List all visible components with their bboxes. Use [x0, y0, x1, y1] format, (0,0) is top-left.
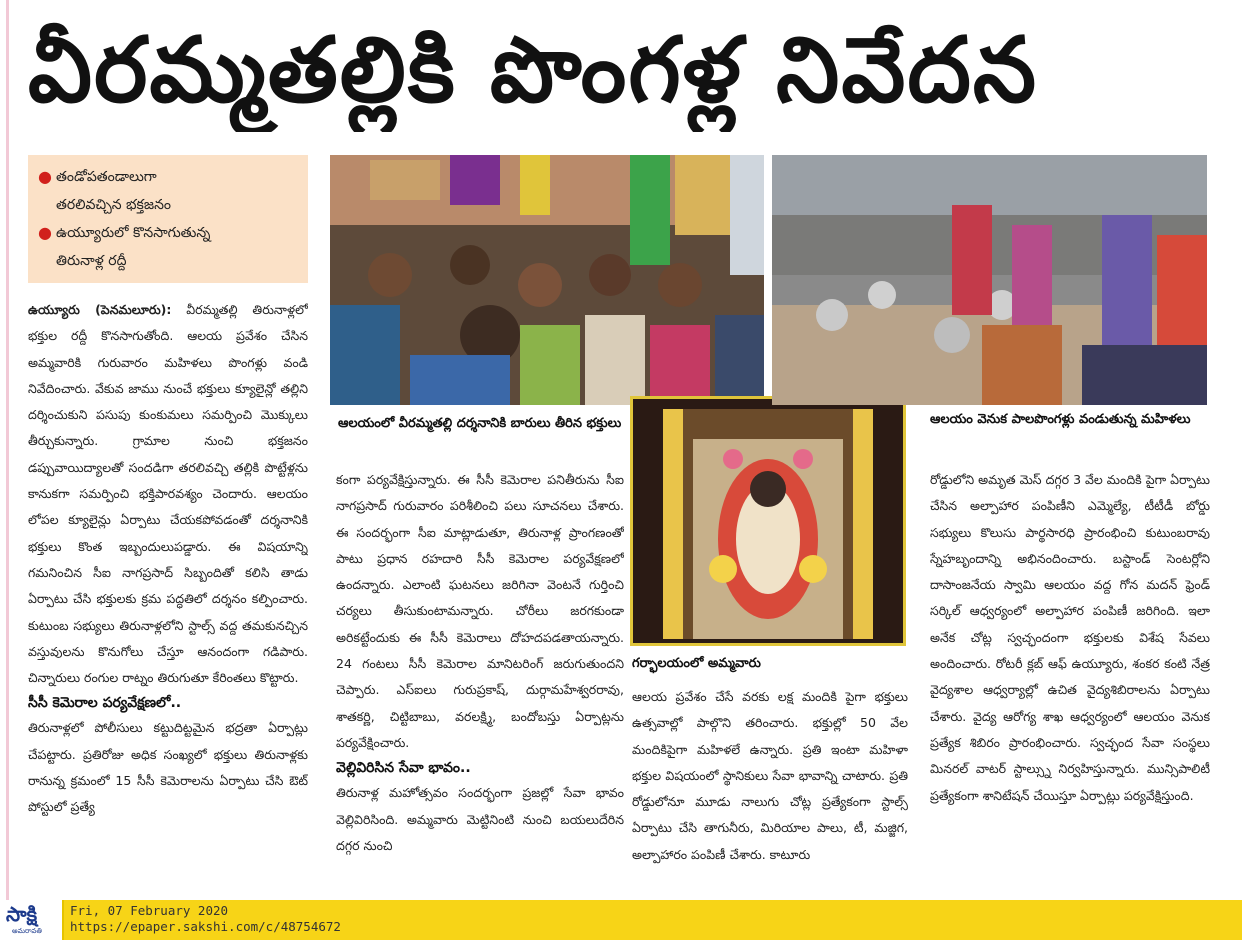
logo-subtext: అమరావతి	[12, 927, 42, 935]
dateline: ఉయ్యూరు (పెనమలూరు):	[28, 302, 172, 317]
sanctum-illustration	[633, 399, 903, 643]
logo-text: సాక్షి	[6, 902, 38, 926]
bullet-icon: ●	[38, 167, 52, 186]
paragraph: తిరునాళ్ల మహోత్సవం సందర్భంగా ప్రజల్లో సేవా భావం వెల్లివిరిసింది. అమ్మవారు మెట్టినింటి నుంచి బయలుదేరిన దగ్గర నుంచి	[336, 785, 624, 853]
bullet-icon: ●	[38, 223, 52, 242]
margin-rule	[6, 0, 9, 900]
photo-women-cooking	[772, 155, 1207, 405]
photo-caption-sanctum: గర్భాలయంలో అమ్మవారు	[632, 656, 761, 671]
highlight-item	[38, 219, 300, 247]
article-column-2	[336, 467, 624, 897]
article-column-1	[28, 297, 308, 897]
paragraph: తిరునాళ్లలో పోలీసులు కట్టుదిట్టమైన భద్రతా ఏర్పాట్లు చేపట్టారు. ప్రతిరోజు అధిక సంఖ్యలో భక్తులు తిరునాళ్లకు రానున్న క్రమంలో 15 సీసీ కెమెరాలను ఏర్పాటు చేసి ఔట్ పోస్టులో ప్రత్యే	[28, 720, 308, 815]
highlight-line: తండోపతండాలుగా	[56, 169, 157, 185]
footer-bar	[0, 900, 1242, 940]
sakshi-logo[interactable]	[0, 900, 64, 940]
photo-caption-cooking: ఆలయం వెనుక పాలపొంగళ్లు వండుతున్న మహిళలు	[930, 412, 1191, 427]
highlight-line-continued: తరలివచ్చిన భక్తజనం	[56, 197, 171, 213]
subhead: సీసీ కెమెరాల పర్యవేక్షణలో..	[28, 695, 182, 712]
subhead: వెల్లివిరిసిన సేవా భావం..	[336, 760, 471, 777]
photo-goddess-sanctum	[630, 396, 906, 646]
paragraph: కంగా పర్యవేక్షిస్తున్నారు. ఈ సీసీ కెమెరాల పనితీరును సీఐ నాగప్రసాద్ గురువారం పరిశీలించి పలు సూచనలు చేశారు. ఈ సందర్భంగా సీఐ మాట్లాడుతూ, తిరునాళ్ల ప్రాంగణంతో పాటు ప్రధాన రహదారి సీసీ కెమెరాల పర్యవేక్షణలో ఉందన్నారు. ఎలాంటి ఘటనలు జరిగినా వెంటనే గుర్తించి చర్యలు తీసుకుంటామన్నారు. చోరీలు జరగకుండా అరికట్టేందుకు ఈ సీసీ కెమెరాలు దోహదపడతాయన్నారు. 24 గంటలు సీసీ కెమెరాల మానిటరింగ్ జరుగుతుందని చెప్పారు. ఎస్ఐలు గురుప్రకాష్, దుర్గామహేశ్వరరావు, శాతకర్ణి, చిట్టిబాబు, వరలక్ష్మి, బందోబస్తు ఏర్పాట్లను పర్యవేక్షించారు.	[336, 472, 624, 750]
article-column-3	[632, 684, 908, 897]
paragraph: రోడ్డులోని అమృత మెస్ దగ్గర 3 వేల మందికి పైగా ఏర్పాటు చేసిన అల్పాహార పంపిణీని ఎమ్మెల్యే, టీటీడీ బోర్డు సభ్యులు కొలుసు పార్థసారధి ప్రారంభించి కుటుంబరావు స్నేహబృందాన్ని అభినందించారు. బస్టాండ్ సెంటర్లోని దాసాంజనేయ స్వామి ఆలయం వద్ద గోన మదన్ ఫ్రెండ్ సర్కిల్ ఆధ్వర్యంలో అల్పాహార పంపిణీ జరిగింది. ఇలా అనేక చోట్ల స్వచ్ఛందంగా భక్తులకు విశేష సేవలు అందించారు. రోటరీ క్లబ్ ఆఫ్ ఉయ్యూరు, శంకర కంటి నేత్ర వైద్యశాల ఆధ్వర్యాల్లో ఉచిత వైద్యశిబిరాలను ఏర్పాటు చేశారు. వైద్య ఆరోగ్య శాఖ ఆధ్వర్యంలో ఆలయం వెనుక ప్రత్యేక శిబిరం ప్రారంభించారు. స్వచ్ఛంద సేవా సంస్థలు మినరల్ వాటర్ స్టాల్స్ను నిర్వహిస్తున్నారు. మున్సిపాలిటీ ప్రత్యేకంగా శానిటేషన్ చేయిస్తూ ఏర్పాట్లు పర్యవేక్షిస్తుంది.	[930, 472, 1210, 803]
edition-date: Fri, 07 February 2020	[70, 903, 229, 918]
article-column-4	[930, 467, 1210, 897]
paragraph: ఆలయ ప్రవేశం చేసే వరకు లక్ష మందికి పైగా భక్తులు ఉత్సవాల్లో పాల్గొని తరించారు. భక్తుల్లో 50 వేల మందికిపైగా మహిళలే ఉన్నారు. ప్రతి ఇంటా మహిళా భక్తుల విషయంలో స్థానికులు సేవా భావాన్ని చాటారు. ప్రతి రోడ్డులోనూ మూడు నాలుగు చోట్ల ప్రత్యేకంగా స్టాల్స్ ఏర్పాటు చేసి తాగునీరు, మిరియాల పాలు, టీ, మజ్జిగ, అల్పాహారం పంపిణీ చేశారు. కాటూరు	[632, 689, 908, 862]
paragraph-text: వీరమ్మతల్లి తిరునాళ్లలో భక్తుల రద్దీ కొనసాగుతోంది. ఆలయ ప్రవేశం చేసిన అమ్మవారికి గురువారం మహిళలు పొంగళ్లు వండి నివేదించారు. వేకువ జాము నుంచే భక్తులు క్యూలైన్లో తల్లిని దర్శించుకుని పసుపు కుంకుమలు సమర్పించి మొక్కులు తీర్చుకున్నారు. గ్రామాల నుంచి భక్తజనం డప్పువాయిద్యాలతో సందడిగా తరలివచ్చి తల్లికి పొట్టేళ్లను కానుకగా సమర్పించి భక్తిపారవశ్యం చెందారు. ఆలయం లోపల క్యూలైన్లు ఏర్పాటు చేయకపోవడంతో దర్శనానికి భక్తులు కొంత ఇబ్బందులుపడ్డారు. ఈ విషయాన్ని గమనించిన సీఐ నాగప్రసాద్ సిబ్బందితో కలిసి తాడు ఏర్పాటు చేసి భక్తులకు క్రమ పద్ధతిలో దర్శనం కల్పించారు. కుటుంబ సభ్యులు తిరునాళ్లలోని స్టాల్స్ వద్ద తమకునచ్చిన వస్తువులను కొనుగోలు చేస్తూ ఆనందంగా గడిపారు. చిన్నారులు రంగుల రాట్నం తిరుగుతూ కేరింతలు కొట్టారు.	[28, 302, 308, 686]
photo-devotees-queue	[330, 155, 764, 405]
highlights-box	[28, 155, 308, 283]
crowd-illustration	[330, 155, 764, 405]
photo-caption-queue: ఆలయంలో వీరమ్మతల్లి దర్శనానికి బారులు తీరిన భక్తులు	[338, 416, 622, 431]
headline: వీరమ్మతల్లికి పొంగళ్ల నివేదన	[28, 18, 1039, 123]
cooking-illustration	[772, 155, 1207, 405]
highlight-line: ఉయ్యూరులో కొనసాగుతున్న	[56, 225, 211, 241]
paragraph	[28, 297, 308, 691]
highlight-item	[38, 163, 300, 191]
epaper-link[interactable]: https://epaper.sakshi.com/c/48754672	[70, 919, 341, 934]
highlight-line-continued: తిరునాళ్ల రద్దీ	[56, 253, 127, 269]
